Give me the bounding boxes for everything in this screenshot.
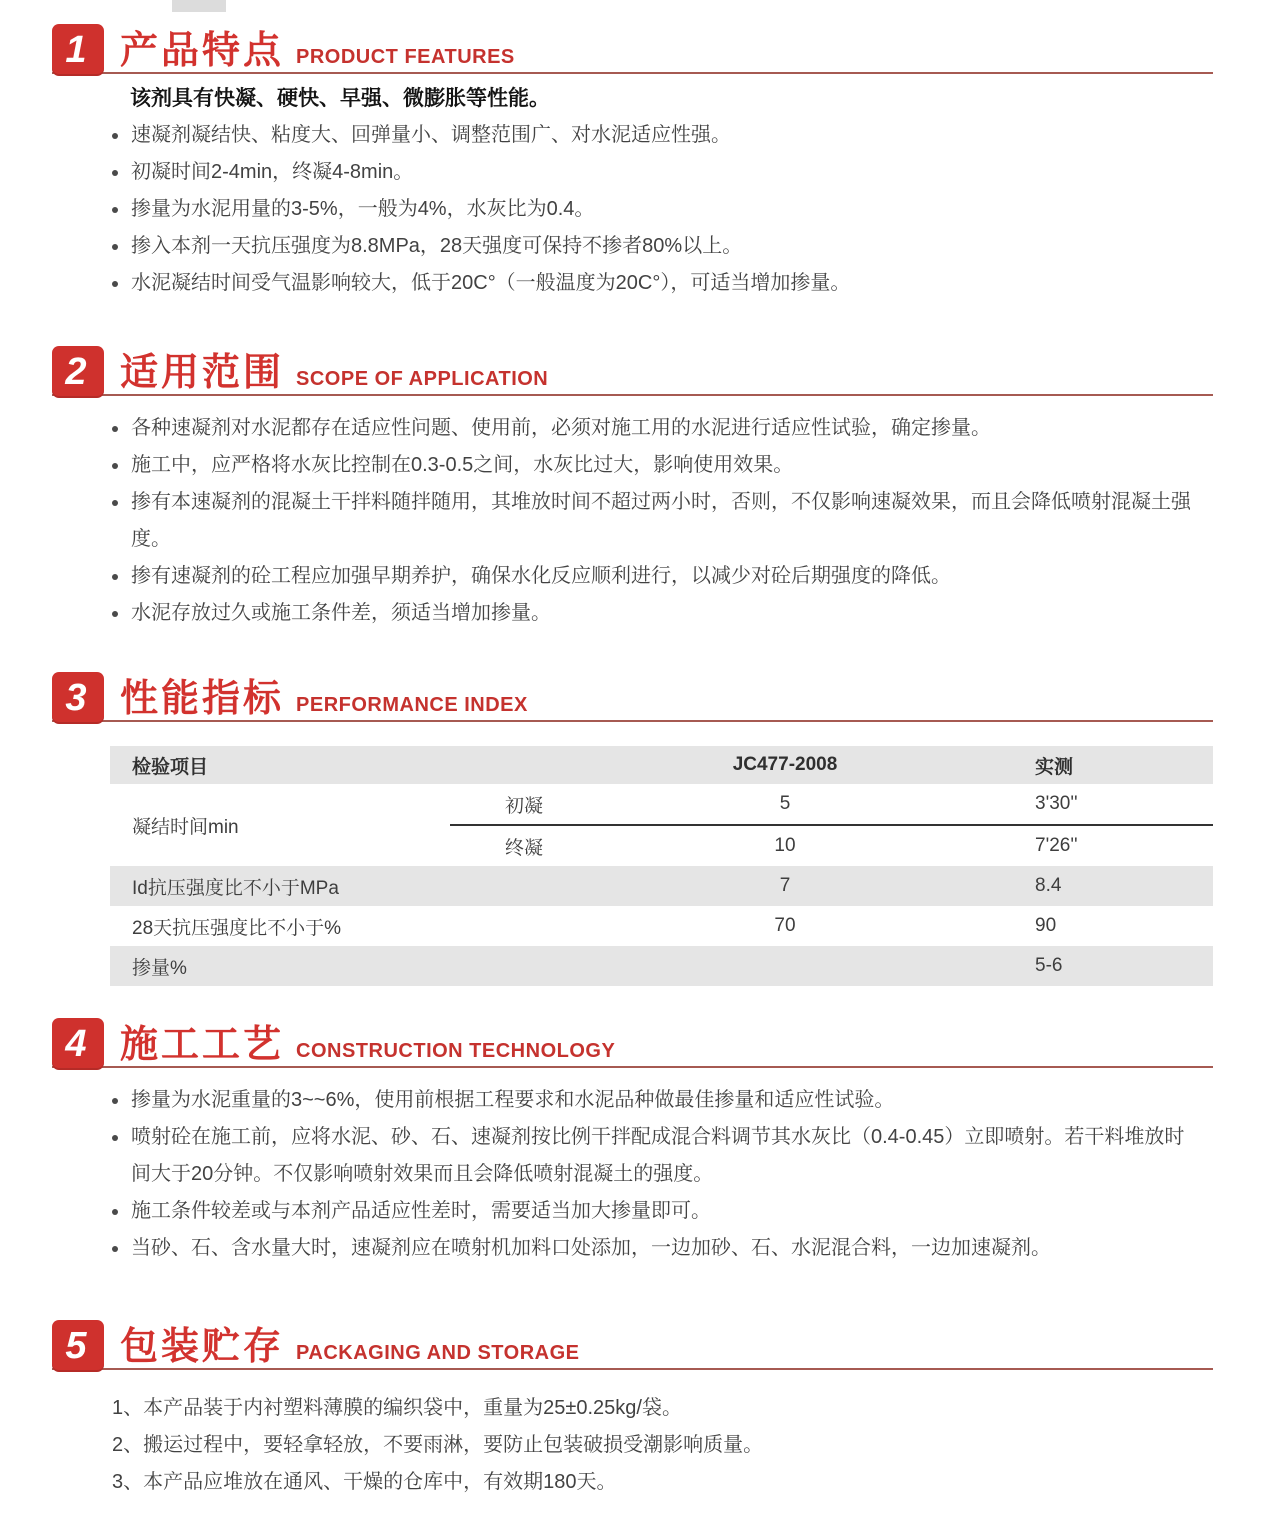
table-row bbox=[110, 946, 1213, 986]
section-title-en: SCOPE OF APPLICATION bbox=[296, 368, 549, 390]
row-label: Id抗压强度比不小于MPa bbox=[132, 877, 339, 899]
section-number: 1 bbox=[65, 29, 87, 71]
bullet-item bbox=[112, 191, 1193, 228]
bullet-text: 各种速凝剂对水泥都存在适应性问题、使用前，必须对施工用的水泥进行适应性试验，确定掺量。 bbox=[131, 417, 991, 439]
standard-value: 7 bbox=[779, 875, 791, 896]
bullet-list bbox=[112, 117, 1193, 302]
section-packaging-and-storage bbox=[0, 1316, 1213, 1501]
numbered-list bbox=[112, 1390, 1193, 1501]
bullet-item bbox=[112, 1193, 1193, 1230]
intro-line: 该剂具有快凝、硬快、早强、微膨胀等性能。 bbox=[130, 87, 550, 110]
bullet-text: 初凝时间2-4min，终凝4-8min。 bbox=[131, 161, 414, 183]
section-4-header bbox=[52, 1014, 1213, 1068]
measured-value: 8.4 bbox=[1035, 875, 1062, 896]
standard-value: 70 bbox=[774, 915, 796, 936]
section-number: 3 bbox=[65, 677, 87, 719]
bullet-text: 当砂、石、含水量大时，速凝剂应在喷射机加料口处添加，一边加砂、石、水泥混合料，一边加速凝剂。 bbox=[131, 1237, 1051, 1259]
measured-value: 90 bbox=[1035, 915, 1057, 936]
bullet-dot-icon bbox=[112, 244, 118, 250]
section-2-number-badge bbox=[52, 346, 104, 398]
bullet-text: 掺量为水泥用量的3-5%，一般为4%，水灰比为0.4。 bbox=[131, 198, 595, 220]
section-title-zh: 施工工艺 bbox=[120, 1024, 285, 1066]
header-underline bbox=[52, 1066, 1213, 1068]
section-3-header bbox=[52, 668, 1213, 722]
section-number: 5 bbox=[65, 1325, 87, 1367]
section-3-number-badge bbox=[52, 672, 104, 724]
subrow-label: 初凝 bbox=[505, 795, 544, 817]
section-5-number-badge bbox=[52, 1320, 104, 1372]
bullet-dot-icon bbox=[112, 207, 118, 213]
header-underline bbox=[52, 1368, 1213, 1370]
table-subrow-final-set bbox=[480, 826, 1213, 866]
column-header-standard: JC477-2008 bbox=[732, 754, 838, 775]
bullet-item bbox=[112, 117, 1193, 154]
section-1-header bbox=[52, 20, 1213, 74]
header-underline bbox=[52, 720, 1213, 722]
bullet-list bbox=[112, 410, 1193, 632]
section-title-zh: 性能指标 bbox=[120, 678, 285, 720]
section-title-en: PERFORMANCE INDEX bbox=[296, 694, 528, 716]
section-1-body bbox=[0, 74, 1213, 302]
bullet-item bbox=[112, 595, 1193, 632]
row-label: 掺量% bbox=[132, 957, 187, 979]
section-number: 2 bbox=[65, 351, 87, 393]
section-1-number-badge bbox=[52, 24, 104, 76]
bullet-dot-icon bbox=[112, 611, 118, 617]
bullet-dot-icon bbox=[112, 500, 118, 506]
bullet-dot-icon bbox=[112, 1135, 118, 1141]
bullet-dot-icon bbox=[112, 1209, 118, 1215]
performance-table bbox=[110, 746, 1213, 986]
section-title-zh: 包装贮存 bbox=[120, 1326, 285, 1368]
standard-value: 5 bbox=[779, 793, 791, 814]
section-5-header bbox=[52, 1316, 1213, 1370]
top-edge-artifact bbox=[172, 0, 226, 12]
bullet-dot-icon bbox=[112, 170, 118, 176]
bullet-dot-icon bbox=[112, 133, 118, 139]
column-header-measured: 实测 bbox=[1035, 756, 1074, 778]
bullet-item bbox=[112, 1230, 1193, 1267]
numbered-item: 3、本产品应堆放在通风、干燥的仓库中，有效期180天。 bbox=[112, 1471, 617, 1493]
bullet-item bbox=[112, 154, 1193, 191]
section-title-en: PRODUCT FEATURES bbox=[296, 46, 515, 68]
bullet-item bbox=[112, 265, 1193, 302]
section-2-body bbox=[0, 396, 1213, 632]
bullet-item bbox=[112, 228, 1193, 265]
section-2-header bbox=[52, 342, 1213, 396]
bullet-dot-icon bbox=[112, 281, 118, 287]
bullet-item bbox=[112, 558, 1193, 595]
section-performance-index bbox=[0, 668, 1213, 986]
bullet-text: 施工条件较差或与本剂产品适应性差时，需要适当加大掺量即可。 bbox=[131, 1200, 711, 1222]
setting-time-subrows bbox=[480, 784, 1213, 866]
bullet-text: 水泥存放过久或施工条件差，须适当增加掺量。 bbox=[131, 602, 551, 624]
bullet-text: 施工中，应严格将水灰比控制在0.3-0.5之间，水灰比过大，影响使用效果。 bbox=[131, 454, 794, 476]
table-row bbox=[110, 866, 1213, 906]
bullet-text: 水泥凝结时间受气温影响较大，低于20C°（一般温度为20C°），可适当增加掺量。 bbox=[131, 272, 851, 294]
bullet-text: 掺有速凝剂的砼工程应加强早期养护，确保水化反应顺利进行，以减少对砼后期强度的降低。 bbox=[131, 565, 951, 587]
section-title-en: PACKAGING AND STORAGE bbox=[296, 1342, 580, 1364]
bullet-item bbox=[112, 1119, 1193, 1193]
section-4-number-badge bbox=[52, 1018, 104, 1070]
bullet-list bbox=[112, 1082, 1193, 1267]
section-4-body bbox=[0, 1068, 1213, 1267]
section-5-body bbox=[0, 1370, 1213, 1501]
section-title-zh: 产品特点 bbox=[120, 30, 285, 72]
bullet-item bbox=[112, 1082, 1193, 1119]
bullet-item bbox=[112, 410, 1193, 447]
bullet-dot-icon bbox=[112, 463, 118, 469]
bullet-dot-icon bbox=[112, 574, 118, 580]
column-header-item: 检验项目 bbox=[132, 756, 209, 778]
standard-value: 10 bbox=[774, 835, 796, 856]
bullet-dot-icon bbox=[112, 1098, 118, 1104]
section-title-zh: 适用范围 bbox=[120, 352, 285, 394]
numbered-item: 2、搬运过程中，要轻拿轻放，不要雨淋，要防止包装破损受潮影响质量。 bbox=[112, 1434, 764, 1456]
header-underline bbox=[52, 72, 1213, 74]
section-number: 4 bbox=[65, 1023, 87, 1065]
section-product-features bbox=[0, 20, 1213, 302]
subrow-label: 终凝 bbox=[505, 837, 544, 859]
measured-value: 5-6 bbox=[1035, 955, 1063, 976]
bullet-text: 速凝剂凝结快、粘度大、回弹量小、调整范围广、对水泥适应性强。 bbox=[131, 124, 731, 146]
row-label: 28天抗压强度比不小于% bbox=[132, 917, 342, 939]
row-label: 凝结时间min bbox=[132, 816, 239, 838]
numbered-item: 1、本产品装于内衬塑料薄膜的编织袋中，重量为25±0.25kg/袋。 bbox=[112, 1397, 682, 1419]
measured-value: 7'26'' bbox=[1035, 835, 1078, 856]
bullet-text: 掺有本速凝剂的混凝土干拌料随拌随用，其堆放时间不超过两小时，否则，不仅影响速凝效果，而且会降低喷射混凝土强度。 bbox=[131, 491, 1191, 550]
section-scope-of-application bbox=[0, 342, 1213, 632]
bullet-dot-icon bbox=[112, 426, 118, 432]
section-construction-technology bbox=[0, 1014, 1213, 1267]
section-title-en: CONSTRUCTION TECHNOLOGY bbox=[296, 1040, 616, 1062]
bullet-item bbox=[112, 447, 1193, 484]
measured-value: 3'30'' bbox=[1035, 793, 1078, 814]
bullet-dot-icon bbox=[112, 1246, 118, 1252]
bullet-text: 掺入本剂一天抗压强度为8.8MPa，28天强度可保持不掺者80%以上。 bbox=[131, 235, 743, 257]
bullet-item bbox=[112, 484, 1193, 558]
bullet-text: 喷射砼在施工前，应将水泥、砂、石、速凝剂按比例干拌配成混合料调节其水灰比（0.4-0.45）立即喷射。若干料堆放时间大于20分钟。不仅影响喷射效果而且会降低喷射混凝土的强度。 bbox=[131, 1126, 1185, 1185]
subrow-divider bbox=[450, 824, 1213, 826]
table-header-row bbox=[110, 746, 1213, 784]
header-underline bbox=[52, 394, 1213, 396]
table-subrow-initial-set bbox=[480, 784, 1213, 824]
bullet-text: 掺量为水泥重量的3~~6%，使用前根据工程要求和水泥品种做最佳掺量和适应性试验。 bbox=[131, 1089, 895, 1111]
table-row bbox=[110, 906, 1213, 946]
table-row-setting-time bbox=[110, 784, 1213, 866]
